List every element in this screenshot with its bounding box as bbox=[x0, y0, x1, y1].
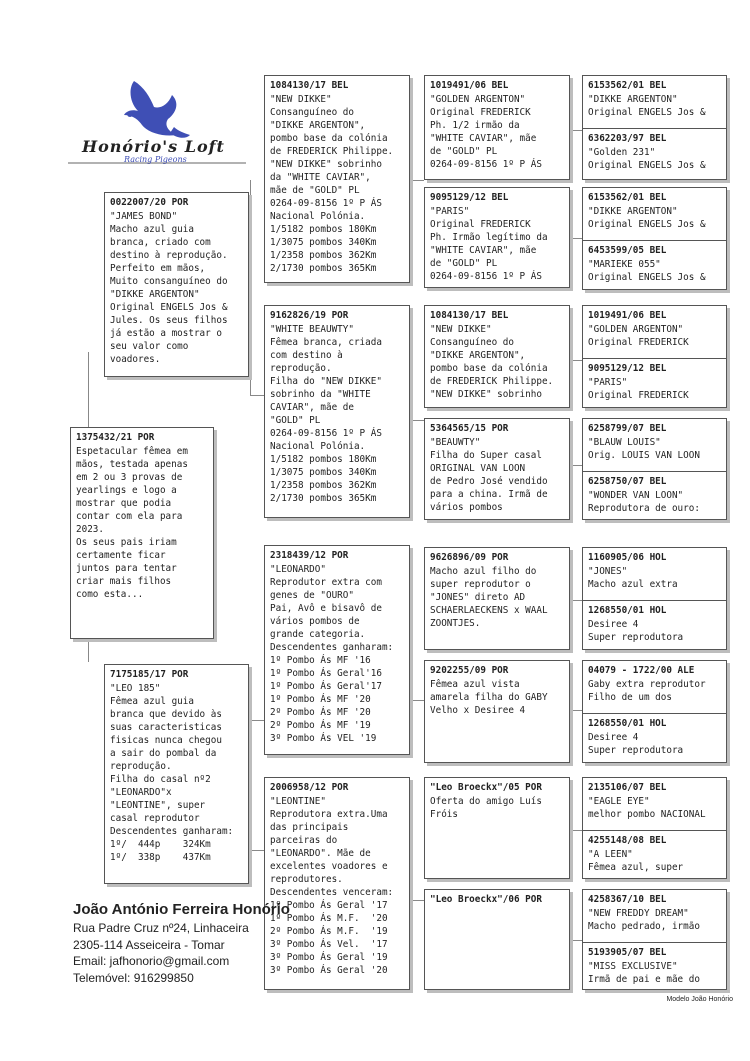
gg-grandparent-pair bbox=[582, 547, 727, 650]
note-line: "LEONTINE" bbox=[270, 796, 326, 807]
note-line: 2º Pombo Ás M.F. '19 bbox=[270, 926, 388, 937]
gg-grandparent-bottom bbox=[583, 942, 726, 989]
note-line: 1/3075 pombos 340Km bbox=[270, 237, 377, 248]
ring-number: 2006958/12 POR bbox=[270, 782, 349, 793]
gg-grandparent-top bbox=[583, 661, 726, 707]
note-line: 1/2358 pombos 362Km bbox=[270, 480, 377, 491]
note-line: 2/1730 pombos 365Km bbox=[270, 493, 377, 504]
owner-contact bbox=[73, 900, 290, 986]
note-line: Macho azul filho do bbox=[430, 566, 537, 577]
note-line: casal reprodutor bbox=[110, 813, 200, 824]
ring-number: 9626896/09 POR bbox=[430, 552, 509, 563]
note-line: 1º Pombo Ás Geral '17 bbox=[270, 900, 388, 911]
owner-address-line: 2305-114 Asseiceira - Tomar bbox=[73, 937, 225, 952]
note-line: 1º/ 338p 437Km bbox=[110, 852, 211, 863]
ring-number: 9162826/19 POR bbox=[270, 310, 349, 321]
note-line: sobrinho da "WHITE bbox=[270, 389, 371, 400]
ring-number: 7175185/17 POR bbox=[110, 669, 189, 680]
note-line: Original ENGELS Jos & bbox=[110, 302, 228, 313]
gg-grandparent-pair bbox=[582, 660, 727, 763]
ring-number: 04079 - 1722/00 ALE bbox=[588, 665, 695, 676]
gg-grandparent-bottom bbox=[583, 471, 726, 518]
ring-number: 1019491/06 BEL bbox=[588, 310, 667, 321]
gg-grandparent-pair bbox=[582, 777, 727, 879]
connector-line bbox=[250, 720, 251, 850]
gg-grandparent-pair bbox=[582, 305, 727, 408]
note-line: Filho de um dos bbox=[588, 692, 672, 703]
great-grandparent-card bbox=[424, 418, 570, 520]
note-line: Gaby extra reprodutor bbox=[588, 679, 706, 690]
note-line: 1º Pombo Ás Geral'17 bbox=[270, 681, 382, 692]
note-line: branca, criado com bbox=[110, 237, 211, 248]
note-line: Oferta do amigo Luís bbox=[430, 796, 542, 807]
ring-number: 2318439/12 POR bbox=[270, 550, 349, 561]
connector-line bbox=[250, 395, 264, 396]
gg-grandparent-top bbox=[583, 548, 726, 594]
connector-line bbox=[250, 850, 264, 851]
note-line: contar com ela para bbox=[76, 511, 183, 522]
ring-number: 9095129/12 BEL bbox=[588, 363, 667, 374]
great-grandparent-card bbox=[424, 187, 570, 288]
note-line: "DIKKE ARGENTON" bbox=[588, 94, 678, 105]
note-line: Consanguíneo do bbox=[430, 337, 514, 348]
note-line: seu valor como bbox=[110, 341, 189, 352]
note-line: 3º Pombo Ás VEL '19 bbox=[270, 733, 377, 744]
note-line: 1º/ 444p 324Km bbox=[110, 839, 211, 850]
note-line: Espetacular fêmea em bbox=[76, 446, 188, 457]
note-line: mostrar que podia bbox=[76, 498, 172, 509]
note-line: 3º Pombo Ás Geral '19 bbox=[270, 952, 388, 963]
note-line: "NEW DIKKE" bbox=[270, 94, 332, 105]
note-line: "DIKKE ARGENTON" bbox=[110, 289, 200, 300]
note-line: 0264-09-8156 1º P ÁS bbox=[270, 428, 382, 439]
note-line: Fêmea branca, criada bbox=[270, 337, 382, 348]
ring-number: 4255148/08 BEL bbox=[588, 835, 667, 846]
ring-number: 5193905/07 BEL bbox=[588, 947, 667, 958]
gg-grandparent-top bbox=[583, 778, 726, 824]
note-line: reprodução. bbox=[110, 761, 172, 772]
gg-grandparent-bottom bbox=[583, 128, 726, 175]
connector-line bbox=[250, 180, 251, 395]
gg-grandparent-pair bbox=[582, 418, 727, 520]
note-line: Original FREDERICK bbox=[430, 219, 531, 230]
note-line: da "WHITE CAVIAR", bbox=[270, 172, 371, 183]
note-line: amarela filha do GABY bbox=[430, 692, 548, 703]
note-line: 2º Pombo Ás MF '20 bbox=[270, 707, 371, 718]
note-line: 0264-09-8156 1º P ÁS bbox=[270, 198, 382, 209]
ring-number: 1084130/17 BEL bbox=[270, 80, 349, 91]
ring-number: 6153562/01 BEL bbox=[588, 80, 667, 91]
great-grandparent-card bbox=[424, 889, 570, 990]
card-notes bbox=[110, 210, 243, 366]
note-line: 1º Pombo Ás Geral'16 bbox=[270, 668, 382, 679]
note-line: de Pedro José vendido bbox=[430, 476, 548, 487]
note-line: criar mais filhos bbox=[76, 576, 172, 587]
note-line: Original FREDERICK bbox=[588, 337, 689, 348]
note-line: juntos para tentar bbox=[76, 563, 177, 574]
gg-grandparent-bottom bbox=[583, 358, 726, 405]
note-line: Velho x Desiree 4 bbox=[430, 705, 526, 716]
note-line: certamente ficar bbox=[76, 550, 166, 561]
gg-grandparent-bottom bbox=[583, 600, 726, 647]
note-line: "NEW DIKKE" sobrinho bbox=[430, 389, 542, 400]
grandparent-card bbox=[264, 75, 410, 283]
gg-grandparent-pair bbox=[582, 187, 727, 290]
note-line: Filha do casal nº2 bbox=[110, 774, 211, 785]
ring-number: 0022007/20 POR bbox=[110, 197, 189, 208]
note-line: "LEONARDO". Mãe de bbox=[270, 848, 371, 859]
gg-grandparent-pair bbox=[582, 75, 727, 180]
note-line: Ph. Irmão legítimo da bbox=[430, 232, 548, 243]
ring-number: 9095129/12 BEL bbox=[430, 192, 509, 203]
note-line: Original FREDERICK bbox=[430, 107, 531, 118]
note-line: Original ENGELS Jos & bbox=[588, 160, 706, 171]
note-line: Orig. LOUIS VAN LOON bbox=[588, 450, 700, 461]
note-line: a sair do pombal da bbox=[110, 748, 217, 759]
connector-line bbox=[570, 465, 582, 466]
note-line: CAVIAR", mãe de bbox=[270, 402, 354, 413]
note-line: branca que devido às bbox=[110, 709, 222, 720]
card-notes bbox=[110, 682, 243, 864]
note-line: "Golden 231" bbox=[588, 147, 656, 158]
note-line: "JONES" direto AD bbox=[430, 592, 526, 603]
note-line: Muito consanguíneo do bbox=[110, 276, 228, 287]
connector-line bbox=[410, 900, 424, 901]
note-line: 0264-09-8156 1º P ÁS bbox=[430, 159, 542, 170]
note-line: 1º Pombo Ás M.F. '20 bbox=[270, 913, 388, 924]
note-line: excelentes voadores e bbox=[270, 861, 388, 872]
note-line: "MISS EXCLUSIVE" bbox=[588, 961, 678, 972]
note-line: como esta... bbox=[76, 589, 144, 600]
gg-grandparent-bottom bbox=[583, 240, 726, 287]
note-line: para a china. Irmã de bbox=[430, 489, 548, 500]
gg-grandparent-bottom bbox=[583, 830, 726, 877]
note-line: Os seus pais iriam bbox=[76, 537, 177, 548]
note-line: "GOLDEN ARGENTON" bbox=[430, 94, 526, 105]
gg-grandparent-top bbox=[583, 890, 726, 936]
note-line: em 2 ou 3 provas de bbox=[76, 472, 183, 483]
note-line: "EAGLE EYE" bbox=[588, 796, 650, 807]
grandparent-card bbox=[264, 305, 410, 518]
note-line: ORIGINAL VAN LOON bbox=[430, 463, 526, 474]
note-line: Ph. 1/2 irmão da bbox=[430, 120, 520, 131]
note-line: "DIKKE ARGENTON" bbox=[588, 206, 678, 217]
note-line: Descendentes ganharam: bbox=[110, 826, 234, 837]
note-line: vários pombos de bbox=[270, 616, 360, 627]
note-line: fisicas nunca chegou bbox=[110, 735, 222, 746]
note-line: "LEONARDO"x bbox=[110, 787, 172, 798]
great-grandparent-card bbox=[424, 547, 570, 650]
note-line: 3º Pombo Ás Vel. '17 bbox=[270, 939, 388, 950]
ring-number: 6362203/97 BEL bbox=[588, 133, 667, 144]
note-line: "JONES" bbox=[588, 566, 628, 577]
note-line: "A LEEN" bbox=[588, 849, 633, 860]
note-line: "DIKKE ARGENTON", bbox=[430, 350, 526, 361]
note-line: pombo base da colónia bbox=[430, 363, 548, 374]
note-line: 3º Pombo Ás Geral '20 bbox=[270, 965, 388, 976]
note-line: Jules. Os seus filhos bbox=[110, 315, 228, 326]
connector-line bbox=[570, 830, 582, 831]
note-line: parceiras do bbox=[270, 835, 338, 846]
connector-line bbox=[570, 940, 582, 941]
note-line: SCHAERLAECKENS x WAAL bbox=[430, 605, 548, 616]
gg-grandparent-top bbox=[583, 188, 726, 234]
ring-number: 6258799/07 BEL bbox=[588, 423, 667, 434]
note-line: de "GOLD" PL bbox=[430, 146, 498, 157]
ring-number: 6453599/05 BEL bbox=[588, 245, 667, 256]
note-line: Fêmea azul, super bbox=[588, 862, 684, 873]
ring-number: 1268550/01 HOL bbox=[588, 718, 667, 729]
gg-grandparent-top bbox=[583, 306, 726, 352]
note-line: "LEONTINE", super bbox=[110, 800, 206, 811]
ring-number: 1268550/01 HOL bbox=[588, 605, 667, 616]
ring-number: 9202255/09 POR bbox=[430, 665, 509, 676]
note-line: Macho azul extra bbox=[588, 579, 678, 590]
connector-line bbox=[570, 710, 582, 711]
note-line: Filha do "NEW DIKKE" bbox=[270, 376, 382, 387]
great-grandparent-card bbox=[424, 75, 570, 180]
dam-card bbox=[104, 664, 249, 884]
note-line: Reprodutor extra com bbox=[270, 577, 382, 588]
ring-number: 5364565/15 POR bbox=[430, 423, 509, 434]
connector-line bbox=[570, 238, 582, 239]
note-line: "NEW DIKKE" sobrinho bbox=[270, 159, 382, 170]
note-line: Descendentes venceram: bbox=[270, 887, 394, 898]
note-line: "WONDER VAN LOON" bbox=[588, 490, 684, 501]
great-grandparent-card bbox=[424, 660, 570, 763]
note-line: Original ENGELS Jos & bbox=[588, 219, 706, 230]
connector-line bbox=[250, 720, 264, 721]
note-line: ZOONTJES. bbox=[430, 618, 481, 629]
note-line: "GOLDEN ARGENTON" bbox=[588, 324, 684, 335]
note-line: "BLAUW LOUIS" bbox=[588, 437, 661, 448]
note-line: Desiree 4 bbox=[588, 732, 639, 743]
card-notes bbox=[76, 445, 208, 601]
note-line: mãos, testada apenas bbox=[76, 459, 188, 470]
loft-logo bbox=[68, 75, 246, 170]
connector-line bbox=[88, 640, 89, 662]
subject-card bbox=[70, 427, 214, 639]
note-line: de "GOLD" PL bbox=[430, 258, 498, 269]
ring-number: 1160905/06 HOL bbox=[588, 552, 667, 563]
note-line: 1º Pombo Ás MF '20 bbox=[270, 694, 371, 705]
note-line: Nacional Polónia. bbox=[270, 211, 366, 222]
ring-number: "Leo Broeckx"/06 POR bbox=[430, 894, 542, 905]
note-line: pombo base da colónia bbox=[270, 133, 388, 144]
note-line: suas caracteristicas bbox=[110, 722, 222, 733]
note-line: Original ENGELS Jos & bbox=[588, 272, 706, 283]
connector-line bbox=[410, 700, 424, 701]
note-line: grande categoria. bbox=[270, 629, 366, 640]
note-line: 1/3075 pombos 340Km bbox=[270, 467, 377, 478]
connector-line bbox=[570, 360, 582, 361]
gg-grandparent-bottom bbox=[583, 713, 726, 760]
note-line: "NEW DIKKE" bbox=[430, 324, 492, 335]
connector-line bbox=[410, 180, 424, 181]
connector-line bbox=[570, 600, 582, 601]
note-line: "WHITE CAVIAR", mãe bbox=[430, 133, 537, 144]
connector-line bbox=[570, 130, 582, 131]
note-line: Original FREDERICK bbox=[588, 390, 689, 401]
great-grandparent-card bbox=[424, 305, 570, 408]
note-line: 2º Pombo Ás MF '19 bbox=[270, 720, 371, 731]
note-line: Macho pedrado, irmão bbox=[588, 921, 700, 932]
note-line: "PARIS" bbox=[430, 206, 470, 217]
note-line: "DIKKE ARGENTON", bbox=[270, 120, 366, 131]
note-line: "LEONARDO" bbox=[270, 564, 326, 575]
note-line: "WHITE CAVIAR", mãe bbox=[430, 245, 537, 256]
note-line: Perfeito em mãos, bbox=[110, 263, 206, 274]
gg-grandparent-pair bbox=[582, 889, 727, 990]
note-line: Filha do Super casal bbox=[430, 450, 542, 461]
note-line: reprodutores. bbox=[270, 874, 343, 885]
note-line: "PARIS" bbox=[588, 377, 628, 388]
connector-line bbox=[410, 420, 424, 421]
note-line: de FREDERICK Philippe. bbox=[270, 146, 394, 157]
ring-number: 1019491/06 BEL bbox=[430, 80, 509, 91]
note-line: Reprodutora extra.Uma bbox=[270, 809, 388, 820]
note-line: com destino à bbox=[270, 350, 343, 361]
note-line: "LEO 185" bbox=[110, 683, 161, 694]
note-line: Fróis bbox=[430, 809, 458, 820]
note-line: voadores. bbox=[110, 354, 161, 365]
great-grandparent-card bbox=[424, 777, 570, 879]
note-line: Reprodutora de ouro: bbox=[588, 503, 700, 514]
note-line: 1/2358 pombos 362Km bbox=[270, 250, 377, 261]
note-line: "GOLD" PL bbox=[270, 415, 321, 426]
note-line: já estão a mostrar o bbox=[110, 328, 222, 339]
owner-phone: Telemóvel: 916299850 bbox=[73, 970, 194, 985]
note-line: "BEAUWTY" bbox=[430, 437, 481, 448]
ring-number: 4258367/10 BEL bbox=[588, 894, 667, 905]
note-line: "MARIEKE 055" bbox=[588, 259, 661, 270]
note-line: 1/5182 pombos 180Km bbox=[270, 454, 377, 465]
note-line: 1º Pombo Ás MF '16 bbox=[270, 655, 371, 666]
note-line: Descendentes ganharam: bbox=[270, 642, 394, 653]
connector-line bbox=[88, 352, 89, 430]
note-line: das principais bbox=[270, 822, 349, 833]
gg-grandparent-top bbox=[583, 76, 726, 122]
note-line: Fêmea azul guia bbox=[110, 696, 194, 707]
note-line: 1/5182 pombos 180Km bbox=[270, 224, 377, 235]
note-line: mãe de "GOLD" PL bbox=[270, 185, 360, 196]
owner-address-line: Rua Padre Cruz nº24, Linhaceira bbox=[73, 921, 249, 935]
note-line: Fêmea azul vista bbox=[430, 679, 520, 690]
logo-brand: Honório's Loft bbox=[82, 137, 225, 156]
note-line: Irmã de pai e mãe do bbox=[588, 974, 700, 985]
note-line: yearlings e logo a bbox=[76, 485, 177, 496]
note-line: Original ENGELS Jos & bbox=[588, 107, 706, 118]
note-line: melhor pombo NACIONAL bbox=[588, 809, 706, 820]
note-line: "NEW FREDDY DREAM" bbox=[588, 908, 689, 919]
ring-number: 6153562/01 BEL bbox=[588, 192, 667, 203]
note-line: super reprodutor o bbox=[430, 579, 531, 590]
note-line: "WHITE BEAUWTY" bbox=[270, 324, 354, 335]
note-line: 0264-09-8156 1º P ÁS bbox=[430, 271, 542, 282]
note-line: reprodução. bbox=[270, 363, 332, 374]
note-line: Desiree 4 bbox=[588, 619, 639, 630]
note-line: Super reprodutora bbox=[588, 745, 684, 756]
note-line: Pai, Avô e bisavô de bbox=[270, 603, 382, 614]
note-line: Nacional Polónia. bbox=[270, 441, 366, 452]
sire-card bbox=[104, 192, 249, 377]
note-line: destino à reprodução. bbox=[110, 250, 228, 261]
ring-number: 1375432/21 POR bbox=[76, 432, 155, 443]
owner-name: João António Ferreira Honório bbox=[73, 901, 290, 918]
ring-number: "Leo Broeckx"/05 POR bbox=[430, 782, 542, 793]
template-credit: Modelo João Honório bbox=[666, 996, 733, 1003]
ring-number: 2135106/07 BEL bbox=[588, 782, 667, 793]
note-line: vários pombos bbox=[430, 502, 503, 513]
note-line: 2/1730 pombos 365Km bbox=[270, 263, 377, 274]
ring-number: 1084130/17 BEL bbox=[430, 310, 509, 321]
grandparent-card bbox=[264, 545, 410, 755]
note-line: Consanguíneo do bbox=[270, 107, 354, 118]
ring-number: 6258750/07 BEL bbox=[588, 476, 667, 487]
owner-email: Email: jafhonorio@gmail.com bbox=[73, 954, 230, 968]
note-line: de FREDERICK Philippe. bbox=[430, 376, 554, 387]
note-line: genes de "OURO" bbox=[270, 590, 354, 601]
note-line: Macho azul guia bbox=[110, 224, 194, 235]
note-line: Super reprodutora bbox=[588, 632, 684, 643]
logo-tagline: Racing Pigeons bbox=[124, 155, 187, 164]
gg-grandparent-top bbox=[583, 419, 726, 465]
note-line: "JAMES BOND" bbox=[110, 211, 178, 222]
note-line: 2023. bbox=[76, 524, 104, 535]
